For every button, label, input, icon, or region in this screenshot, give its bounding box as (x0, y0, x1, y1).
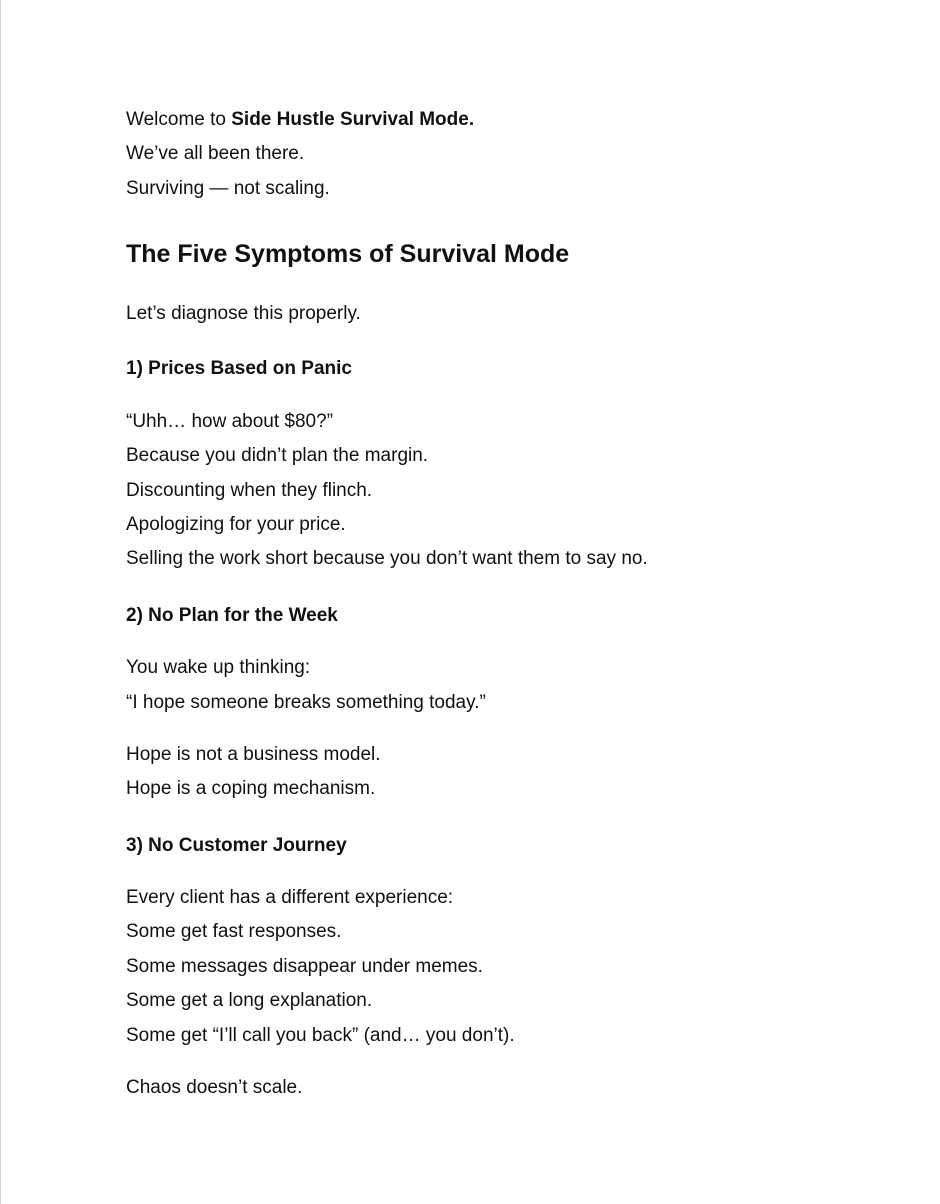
section-3-line-5: Some get “I’ll call you back” (and… you don’t). (126, 1025, 515, 1046)
intro-welcome-prefix: Welcome to (126, 109, 232, 130)
page-title: The Five Symptoms of Survival Mode (126, 240, 570, 268)
section-2-line-3: Hope is not a business model. (126, 744, 381, 765)
page-left-edge (0, 0, 1, 1204)
section-1-line-4: Apologizing for your price. (126, 514, 346, 535)
section-1-line-5: Selling the work short because you don’t want them to say no. (126, 548, 648, 569)
section-3-line-1: Every client has a different experience: (126, 887, 454, 908)
section-2-line-2: “I hope someone breaks something today.” (126, 692, 486, 713)
lead-paragraph: Let’s diagnose this properly. (126, 303, 361, 324)
intro-line-3: Surviving — not scaling. (126, 178, 330, 199)
section-3-title: 3) No Customer Journey (126, 835, 347, 856)
section-1-line-1: “Uhh… how about $80?” (126, 411, 334, 432)
section-3-line-3: Some messages disappear under memes. (126, 956, 483, 977)
section-3-line-2: Some get fast responses. (126, 921, 342, 942)
section-3-closing-line: Chaos doesn’t scale. (126, 1077, 303, 1098)
section-1-line-2: Because you didn’t plan the margin. (126, 445, 429, 466)
intro-line-2: We’ve all been there. (126, 143, 305, 164)
section-1-line-3: Discounting when they flinch. (126, 480, 373, 501)
section-2-title: 2) No Plan for the Week (126, 605, 338, 626)
section-2-line-1: You wake up thinking: (126, 657, 311, 678)
section-1-title: 1) Prices Based on Panic (126, 358, 352, 379)
section-2-line-4: Hope is a coping mechanism. (126, 778, 376, 799)
intro-welcome-line (126, 108, 474, 132)
intro-welcome-title: Side Hustle Survival Mode. (231, 109, 475, 130)
section-3-line-4: Some get a long explanation. (126, 990, 373, 1011)
